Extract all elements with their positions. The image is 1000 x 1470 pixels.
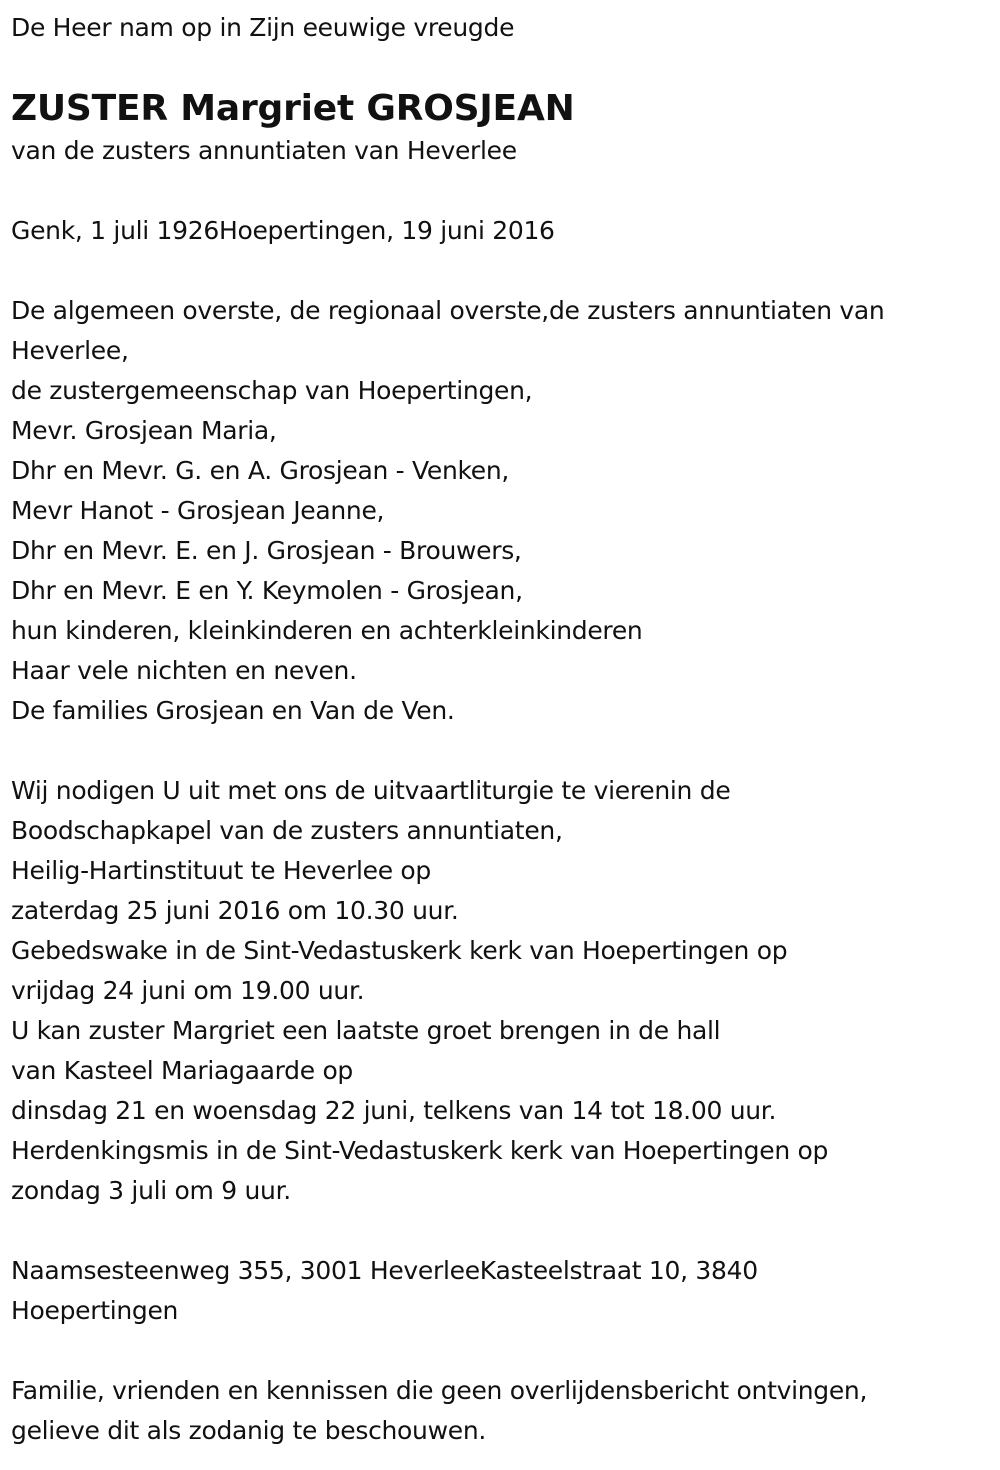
spacer [11,171,986,211]
address-line: Naamsesteenweg 355, 3001 HeverleeKasteelstraat 10, 3840 [11,1256,758,1285]
mourner-line: Heverlee, [11,336,129,365]
spacer [11,251,986,291]
ceremony-details [11,771,986,1211]
mourner-line: Haar vele nichten en neven. [11,656,357,685]
mourner-line: De algemeen overste, de regionaal overste,de zusters annuntiaten van [11,296,885,325]
mourner-line: Dhr en Mevr. G. en A. Grosjean - Venken, [11,456,510,485]
congregation-line: van de zusters annuntiaten van Heverlee [11,136,517,165]
ceremony-line: Gebedswake in de Sint-Vedastuskerk kerk van Hoepertingen op [11,936,788,965]
ceremony-line: vrijdag 24 juni om 19.00 uur. [11,976,365,1005]
closing-line: Familie, vrienden en kennissen die geen overlijdensbericht ontvingen, [11,1376,868,1405]
address-line: Hoepertingen [11,1296,179,1325]
address-block [11,1251,986,1331]
ceremony-line: U kan zuster Margriet een laatste groet brengen in de hall [11,1016,721,1045]
mourner-line: De families Grosjean en Van de Ven. [11,696,455,725]
spacer [11,1331,986,1371]
mourner-line: Dhr en Mevr. E. en J. Grosjean - Brouwers, [11,536,522,565]
ceremony-line: zaterdag 25 juni 2016 om 10.30 uur. [11,896,459,925]
closing-note [11,1371,986,1451]
ceremony-line: dinsdag 21 en woensdag 22 juni, telkens van 14 tot 18.00 uur. [11,1096,777,1125]
obituary-notice [11,8,986,1451]
mourner-line: de zustergemeenschap van Hoepertingen, [11,376,533,405]
ceremony-line: Boodschapkapel van de zusters annuntiaten, [11,816,563,845]
mourner-line: Dhr en Mevr. E en Y. Keymolen - Grosjean, [11,576,523,605]
ceremony-line: Wij nodigen U uit met ons de uitvaartliturgie te vierenin de [11,776,731,805]
mourners-list [11,291,986,731]
mourner-line: hun kinderen, kleinkinderen en achterkleinkinderen [11,616,643,645]
birth-death-dates: Genk, 1 juli 1926Hoepertingen, 19 juni 2016 [11,216,555,245]
ceremony-line: Herdenkingsmis in de Sint-Vedastuskerk kerk van Hoepertingen op [11,1136,829,1165]
spacer [11,1211,986,1251]
deceased-name: ZUSTER Margriet GROSJEAN [11,88,575,129]
ceremony-line: Heilig-Hartinstituut te Heverlee op [11,856,431,885]
spacer [11,731,986,771]
mourner-line: Mevr. Grosjean Maria, [11,416,277,445]
ceremony-line: van Kasteel Mariagaarde op [11,1056,354,1085]
mourner-line: Mevr Hanot - Grosjean Jeanne, [11,496,385,525]
closing-line: gelieve dit als zodanig te beschouwen. [11,1416,487,1445]
ceremony-line: zondag 3 juli om 9 uur. [11,1176,291,1205]
intro-line: De Heer nam op in Zijn eeuwige vreugde [11,13,515,42]
